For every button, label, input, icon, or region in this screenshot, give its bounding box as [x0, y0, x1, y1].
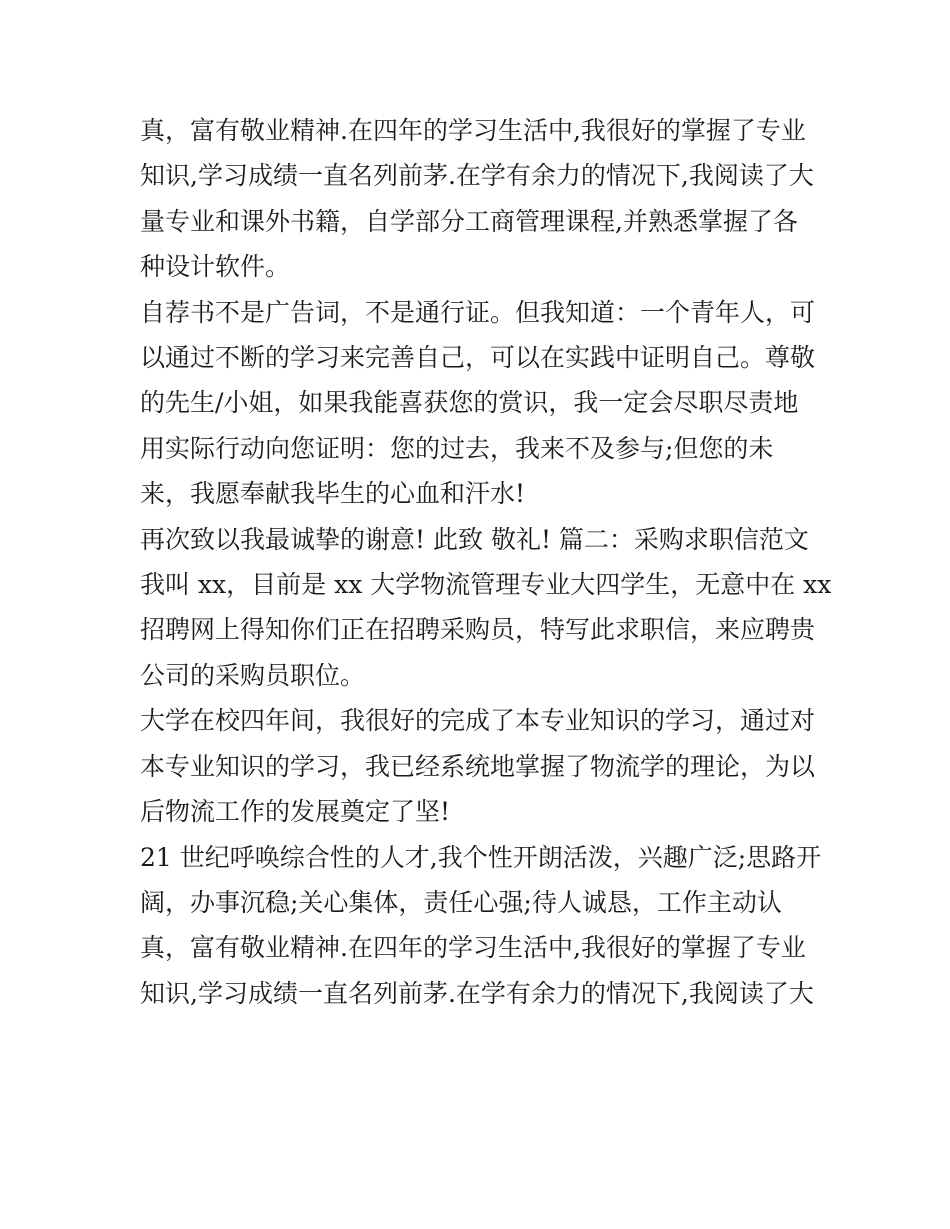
body-text — [140, 108, 830, 1016]
text-line: 知识,学习成绩一直名列前茅.在学有余力的情况下,我阅读了大 — [140, 978, 814, 1008]
text-line: 量专业和课外书籍，自学部分工商管理课程,并熟悉掌握了各 — [140, 206, 798, 236]
text-line: 以通过不断的学习来完善自己，可以在实践中证明自己。尊敬 — [140, 343, 816, 373]
text-line: 真，富有敬业精神.在四年的学习生活中,我很好的掌握了专业 — [140, 933, 806, 963]
text-line: 的先生/小姐，如果我能喜获您的赏识，我一定会尽职尽责地 — [140, 388, 799, 418]
text-line: 本专业知识的学习，我已经系统地掌握了物流学的理论，为以 — [140, 751, 816, 781]
text-line: 我叫 xx，目前是 xx 大学物流管理专业大四学生，无意中在 xx — [140, 570, 832, 600]
text-line: 大学在校四年间，我很好的完成了本专业知识的学习，通过对 — [140, 706, 816, 736]
text-line: 自荐书不是广告词，不是通行证。但我知道：一个青年人，可 — [140, 297, 816, 327]
text-line: 公司的采购员职位。 — [140, 660, 366, 690]
text-line: 知识,学习成绩一直名列前茅.在学有余力的情况下,我阅读了大 — [140, 161, 814, 191]
text-line: 真，富有敬业精神.在四年的学习生活中,我很好的掌握了专业 — [140, 116, 806, 145]
text-line: 21 世纪呼唤综合性的人才,我个性开朗活泼，兴趣广泛;思路开 — [140, 842, 822, 872]
text-line: 用实际行动向您证明：您的过去，我来不及参与;但您的未 — [140, 433, 774, 463]
text-line: 再次致以我最诚挚的谢意! 此致 敬礼! 篇二：采购求职信范文 — [140, 524, 809, 554]
text-line: 来，我愿奉献我毕生的心血和汗水! — [140, 479, 526, 509]
text-line: 后物流工作的发展奠定了坚! — [140, 797, 451, 827]
text-line: 招聘网上得知你们正在招聘采购员，特写此求职信，来应聘贵 — [140, 615, 816, 645]
text-line: 种设计软件。 — [140, 252, 291, 282]
text-line: 阔，办事沉稳;关心集体，责任心强;待人诚恳，工作主动认 — [140, 887, 782, 917]
